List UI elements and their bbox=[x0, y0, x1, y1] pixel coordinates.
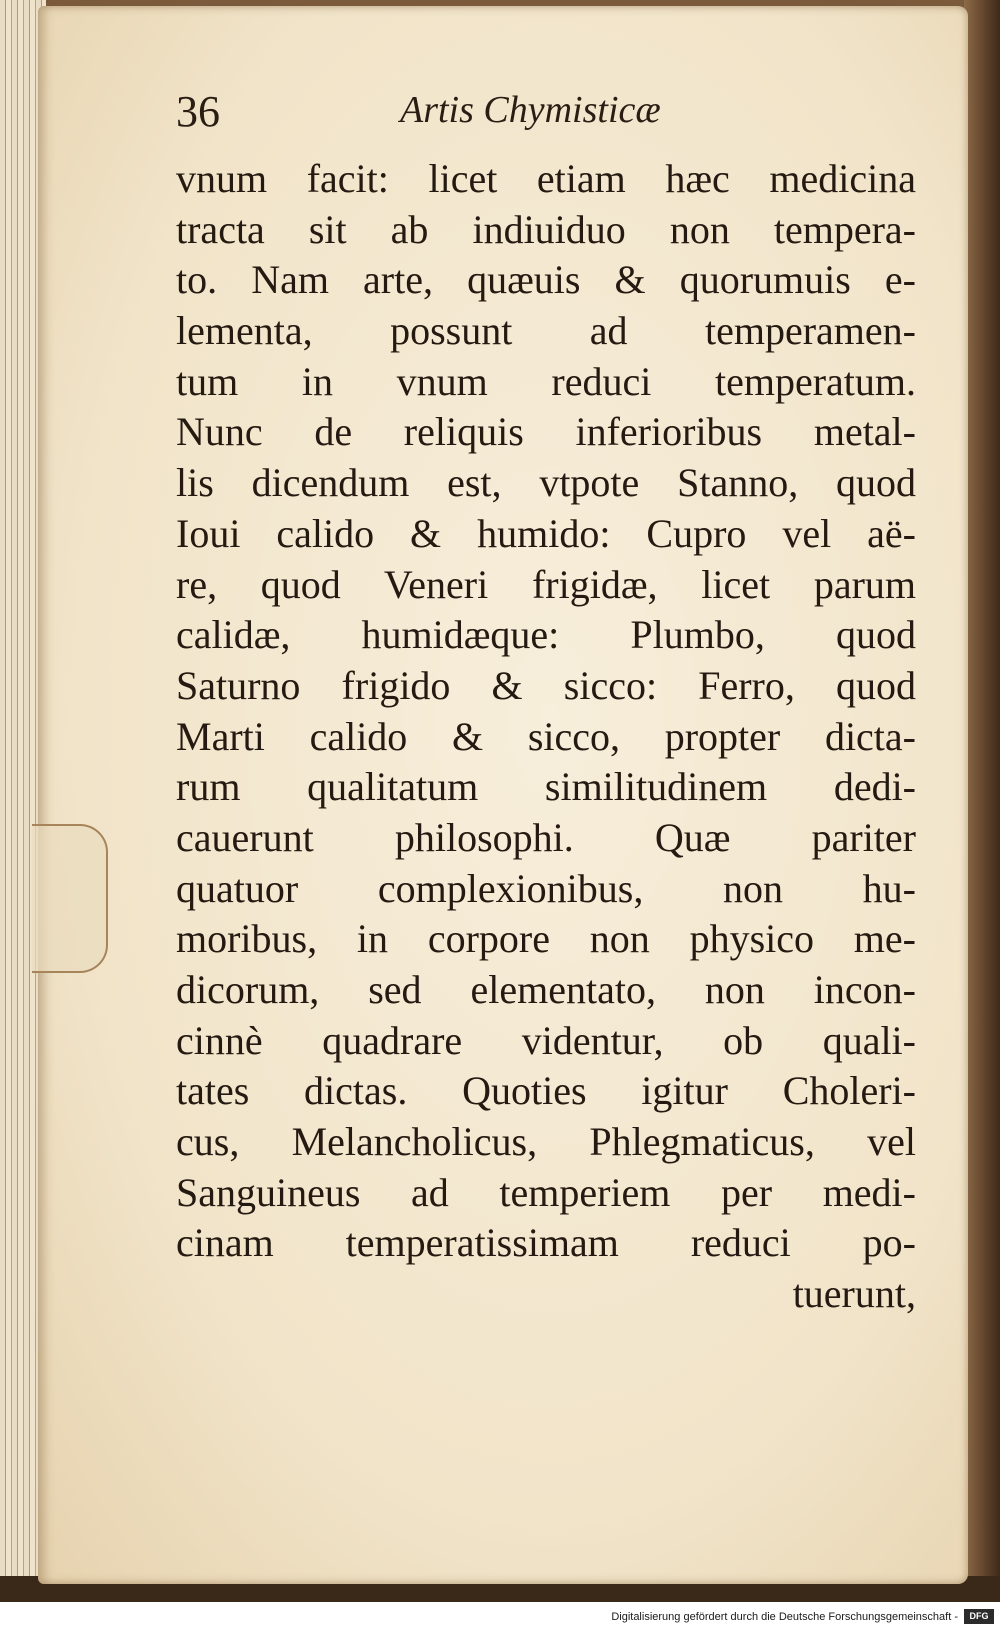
text-line: vnum facit: licet etiam hæc medicina bbox=[176, 156, 916, 201]
text-line: rum qualitatum similitudinem dedi- bbox=[176, 764, 916, 810]
footer-bar bbox=[0, 1602, 1000, 1633]
footer-credit: Digitalisierung gefördert durch die Deutsche Forschungsgemeinschaft - bbox=[611, 1611, 958, 1623]
text-line: quatuor complexionibus, non hu- bbox=[176, 865, 916, 911]
text-line: cus, Melancholicus, Phlegmaticus, vel bbox=[176, 1119, 916, 1165]
text-line: cinnè quadrare videntur, ob quali- bbox=[176, 1017, 916, 1063]
text-line: calidæ, humidæque: Plumbo, quod bbox=[176, 612, 916, 658]
text-line: Saturno frigido & sicco: Ferro, quod bbox=[176, 662, 916, 708]
text-line: tates dictas. Quoties igitur Choleri- bbox=[176, 1068, 916, 1114]
text-line: lementa, possunt ad temperamen- bbox=[176, 308, 916, 354]
catchword-line: tuerunt, bbox=[792, 1271, 916, 1317]
text-line: cauerunt philosophi. Quæ pariter bbox=[176, 814, 916, 860]
text-line: Nunc de reliquis inferioribus metal- bbox=[176, 409, 916, 455]
text-line: Sanguineus ad temperiem per medi- bbox=[176, 1169, 916, 1215]
cover-edge bbox=[964, 0, 1000, 1602]
text-line: dicorum, sed elementato, non incon- bbox=[176, 967, 916, 1012]
text-line: moribus, in corpore non physico me- bbox=[176, 916, 916, 962]
clasp-tab bbox=[32, 824, 108, 973]
page-number: 36 bbox=[176, 87, 220, 136]
text-line: tracta sit ab indiuiduo non tempera- bbox=[176, 206, 916, 252]
text-line: tum in vnum reduci temperatum. bbox=[176, 358, 916, 404]
text-line: Marti calido & sicco, propter dicta- bbox=[176, 713, 916, 759]
text-line: to. Nam arte, quæuis & quorumuis e- bbox=[176, 257, 916, 303]
dfg-logo-icon: DFG bbox=[964, 1609, 994, 1624]
body-text bbox=[176, 154, 916, 1320]
text-line: Ioui calido & humido: Cupro vel aë- bbox=[176, 510, 916, 556]
text-line: lis dicendum est, vtpote Stanno, quod bbox=[176, 460, 916, 506]
text-line: cinam temperatissimam reduci po- bbox=[176, 1220, 916, 1266]
page-header bbox=[176, 80, 736, 140]
running-head: Artis Chymisticæ bbox=[400, 89, 661, 131]
text-line: re, quod Veneri frigidæ, licet parum bbox=[176, 561, 916, 607]
